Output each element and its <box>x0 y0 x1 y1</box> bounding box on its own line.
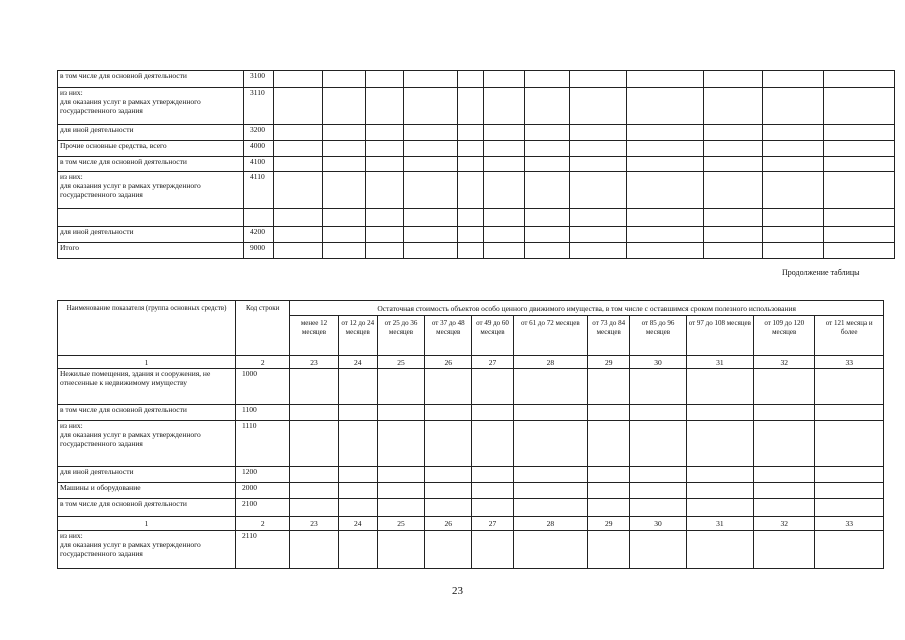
value-cell <box>290 405 338 421</box>
value-cell <box>377 499 424 517</box>
column-number: 30 <box>630 356 686 369</box>
column-number: 1 <box>58 356 236 369</box>
table-row <box>58 209 895 227</box>
value-cell <box>815 483 884 499</box>
value-cell <box>484 227 525 243</box>
value-cell <box>630 421 686 467</box>
value-cell <box>686 483 753 499</box>
value-cell <box>686 369 753 405</box>
value-cell <box>338 421 377 467</box>
value-cell <box>366 157 404 172</box>
value-cell <box>404 125 458 141</box>
value-cell <box>763 125 824 141</box>
value-cell <box>458 71 484 88</box>
value-cell <box>763 157 824 172</box>
value-cell <box>815 499 884 517</box>
table-row <box>58 499 884 517</box>
value-cell <box>627 125 704 141</box>
value-cell <box>323 227 366 243</box>
column-number: 24 <box>338 517 377 531</box>
value-cell <box>366 125 404 141</box>
value-cell <box>323 125 366 141</box>
value-cell <box>588 467 630 483</box>
value-cell <box>366 209 404 227</box>
value-cell <box>290 531 338 569</box>
value-cell <box>472 467 513 483</box>
value-cell <box>704 172 763 209</box>
column-number: 25 <box>377 517 424 531</box>
value-cell <box>754 467 815 483</box>
row-code: 4110 <box>244 172 274 209</box>
row-label: для иной деятельности <box>58 467 236 483</box>
value-cell <box>570 88 627 125</box>
column-header: от 25 до 36 месяцев <box>377 316 424 356</box>
value-cell <box>815 531 884 569</box>
value-cell <box>274 141 323 157</box>
value-cell <box>525 209 570 227</box>
value-cell <box>274 172 323 209</box>
value-cell <box>513 369 587 405</box>
column-number: 27 <box>472 517 513 531</box>
value-cell <box>754 421 815 467</box>
value-cell <box>338 531 377 569</box>
row-code: 4000 <box>244 141 274 157</box>
row-label: для иной деятельности <box>58 125 244 141</box>
value-cell <box>525 172 570 209</box>
value-cell <box>274 88 323 125</box>
row-label: в том числе для основной деятельности <box>58 71 244 88</box>
value-cell <box>704 141 763 157</box>
value-cell <box>627 243 704 259</box>
value-cell <box>686 421 753 467</box>
value-cell <box>425 421 472 467</box>
value-cell <box>484 243 525 259</box>
value-cell <box>824 88 895 125</box>
value-cell <box>338 499 377 517</box>
value-cell <box>627 71 704 88</box>
value-cell <box>458 227 484 243</box>
value-cell <box>704 227 763 243</box>
continuation-label: Продолжение таблицы <box>782 268 860 277</box>
table-row <box>58 227 895 243</box>
table-row <box>58 467 884 483</box>
row-label: из них: для оказания услуг в рамках утвержденного государственного задания <box>58 88 244 125</box>
value-cell <box>323 88 366 125</box>
value-cell <box>686 531 753 569</box>
value-cell <box>824 125 895 141</box>
value-cell <box>754 483 815 499</box>
value-cell <box>377 467 424 483</box>
value-cell <box>323 71 366 88</box>
column-number: 2 <box>236 517 290 531</box>
value-cell <box>627 141 704 157</box>
row-code: 9000 <box>244 243 274 259</box>
value-cell <box>338 405 377 421</box>
table-row <box>58 421 884 467</box>
header-indicator-name: Наименование показателя (группа основных средств) <box>58 301 236 356</box>
column-number: 28 <box>513 517 587 531</box>
value-cell <box>425 405 472 421</box>
row-label: для иной деятельности <box>58 227 244 243</box>
column-header: менее 12 месяцев <box>290 316 338 356</box>
value-cell <box>366 88 404 125</box>
value-cell <box>513 499 587 517</box>
value-cell <box>824 141 895 157</box>
column-number: 23 <box>290 517 338 531</box>
value-cell <box>824 157 895 172</box>
value-cell <box>570 71 627 88</box>
value-cell <box>513 483 587 499</box>
value-cell <box>570 243 627 259</box>
value-cell <box>588 483 630 499</box>
row-code: 1200 <box>236 467 290 483</box>
table-row <box>58 483 884 499</box>
value-cell <box>815 421 884 467</box>
value-cell <box>754 405 815 421</box>
row-label: в том числе для основной деятельности <box>58 405 236 421</box>
value-cell <box>458 172 484 209</box>
column-number: 33 <box>815 517 884 531</box>
value-cell <box>570 125 627 141</box>
value-cell <box>484 172 525 209</box>
column-number: 23 <box>290 356 338 369</box>
value-cell <box>366 227 404 243</box>
value-cell <box>323 243 366 259</box>
row-label <box>58 209 244 227</box>
value-cell <box>525 227 570 243</box>
table-top <box>57 70 895 259</box>
value-cell <box>274 157 323 172</box>
row-code: 1100 <box>236 405 290 421</box>
row-code: 3100 <box>244 71 274 88</box>
value-cell <box>377 531 424 569</box>
column-number: 32 <box>754 517 815 531</box>
row-code: 4200 <box>244 227 274 243</box>
value-cell <box>686 499 753 517</box>
row-label: из них: для оказания услуг в рамках утвержденного государственного задания <box>58 531 236 569</box>
value-cell <box>570 141 627 157</box>
column-number: 32 <box>754 356 815 369</box>
row-label: в том числе для основной деятельности <box>58 157 244 172</box>
column-number: 25 <box>377 356 424 369</box>
value-cell <box>274 243 323 259</box>
value-cell <box>763 71 824 88</box>
value-cell <box>458 243 484 259</box>
value-cell <box>824 172 895 209</box>
value-cell <box>627 172 704 209</box>
value-cell <box>704 125 763 141</box>
value-cell <box>588 369 630 405</box>
value-cell <box>824 243 895 259</box>
value-cell <box>824 71 895 88</box>
row-label: из них: для оказания услуг в рамках утвержденного государственного задания <box>58 421 236 467</box>
value-cell <box>525 243 570 259</box>
value-cell <box>323 157 366 172</box>
value-cell <box>525 141 570 157</box>
row-label: в том числе для основной деятельности <box>58 499 236 517</box>
value-cell <box>525 71 570 88</box>
column-header: от 85 до 96 месяцев <box>630 316 686 356</box>
value-cell <box>472 531 513 569</box>
column-header: от 121 месяца и более <box>815 316 884 356</box>
value-cell <box>425 531 472 569</box>
value-cell <box>366 243 404 259</box>
value-cell <box>290 421 338 467</box>
value-cell <box>815 467 884 483</box>
row-code: 4100 <box>244 157 274 172</box>
value-cell <box>484 209 525 227</box>
row-label: Итого <box>58 243 244 259</box>
column-header: от 73 до 84 месяцев <box>588 316 630 356</box>
value-cell <box>763 243 824 259</box>
value-cell <box>472 499 513 517</box>
value-cell <box>630 467 686 483</box>
value-cell <box>763 88 824 125</box>
value-cell <box>425 483 472 499</box>
value-cell <box>404 157 458 172</box>
column-header: от 12 до 24 месяцев <box>338 316 377 356</box>
value-cell <box>627 157 704 172</box>
value-cell <box>404 209 458 227</box>
value-cell <box>513 421 587 467</box>
row-code <box>244 209 274 227</box>
value-cell <box>630 405 686 421</box>
value-cell <box>525 88 570 125</box>
value-cell <box>754 531 815 569</box>
value-cell <box>704 88 763 125</box>
value-cell <box>627 227 704 243</box>
column-number: 26 <box>425 356 472 369</box>
value-cell <box>588 499 630 517</box>
column-header: от 61 до 72 месяцев <box>513 316 587 356</box>
row-code: 1110 <box>236 421 290 467</box>
column-number: 33 <box>815 356 884 369</box>
value-cell <box>472 405 513 421</box>
value-cell <box>290 483 338 499</box>
value-cell <box>404 227 458 243</box>
value-cell <box>425 369 472 405</box>
value-cell <box>274 125 323 141</box>
value-cell <box>824 227 895 243</box>
value-cell <box>570 172 627 209</box>
column-number: 27 <box>472 356 513 369</box>
value-cell <box>472 421 513 467</box>
value-cell <box>630 483 686 499</box>
value-cell <box>458 125 484 141</box>
row-label: Нежилые помещения, здания и сооружения, не отнесенные к недвижимому имуществу <box>58 369 236 405</box>
value-cell <box>404 88 458 125</box>
value-cell <box>815 369 884 405</box>
row-code: 1000 <box>236 369 290 405</box>
column-header: от 37 до 48 месяцев <box>425 316 472 356</box>
value-cell <box>404 71 458 88</box>
value-cell <box>754 499 815 517</box>
table-row <box>58 71 895 88</box>
row-code: 2000 <box>236 483 290 499</box>
table-main <box>57 300 884 569</box>
value-cell <box>484 88 525 125</box>
column-number: 1 <box>58 517 236 531</box>
table-row <box>58 172 895 209</box>
value-cell <box>338 483 377 499</box>
table-row <box>58 157 895 172</box>
value-cell <box>366 172 404 209</box>
value-cell <box>274 71 323 88</box>
value-cell <box>704 243 763 259</box>
value-cell <box>815 405 884 421</box>
value-cell <box>425 467 472 483</box>
column-header: от 97 до 108 месяцев <box>686 316 753 356</box>
value-cell <box>588 405 630 421</box>
value-cell <box>425 499 472 517</box>
value-cell <box>686 467 753 483</box>
column-number: 26 <box>425 517 472 531</box>
column-number: 30 <box>630 517 686 531</box>
row-code: 2100 <box>236 499 290 517</box>
value-cell <box>570 209 627 227</box>
value-cell <box>472 369 513 405</box>
value-cell <box>290 369 338 405</box>
value-cell <box>630 499 686 517</box>
row-label: Прочие основные средства, всего <box>58 141 244 157</box>
value-cell <box>274 227 323 243</box>
value-cell <box>458 209 484 227</box>
row-code: 3110 <box>244 88 274 125</box>
value-cell <box>525 157 570 172</box>
value-cell <box>377 405 424 421</box>
value-cell <box>458 141 484 157</box>
value-cell <box>323 209 366 227</box>
column-number: 28 <box>513 356 587 369</box>
value-cell <box>525 125 570 141</box>
value-cell <box>824 209 895 227</box>
value-cell <box>630 369 686 405</box>
value-cell <box>323 172 366 209</box>
value-cell <box>484 157 525 172</box>
table-row <box>58 405 884 421</box>
value-cell <box>458 157 484 172</box>
value-cell <box>704 157 763 172</box>
value-cell <box>404 172 458 209</box>
column-number: 24 <box>338 356 377 369</box>
value-cell <box>570 157 627 172</box>
value-cell <box>366 141 404 157</box>
column-number: 29 <box>588 517 630 531</box>
value-cell <box>627 88 704 125</box>
value-cell <box>704 71 763 88</box>
value-cell <box>754 369 815 405</box>
value-cell <box>763 172 824 209</box>
value-cell <box>484 141 525 157</box>
value-cell <box>484 125 525 141</box>
header-row-code: Код строки <box>236 301 290 356</box>
value-cell <box>484 71 525 88</box>
value-cell <box>404 243 458 259</box>
value-cell <box>472 483 513 499</box>
value-cell <box>588 531 630 569</box>
row-code: 2110 <box>236 531 290 569</box>
header-residual-value: Остаточная стоимость объектов особо ценного движимого имущества, в том числе с оставшимся сроком полезного использования <box>290 301 884 316</box>
value-cell <box>763 209 824 227</box>
value-cell <box>704 209 763 227</box>
value-cell <box>458 88 484 125</box>
value-cell <box>338 369 377 405</box>
page-number: 23 <box>452 585 463 597</box>
value-cell <box>377 421 424 467</box>
value-cell <box>274 209 323 227</box>
row-label: Машины и оборудование <box>58 483 236 499</box>
column-header: от 49 до 60 месяцев <box>472 316 513 356</box>
value-cell <box>290 499 338 517</box>
table-row <box>58 243 895 259</box>
column-number: 31 <box>686 517 753 531</box>
value-cell <box>290 467 338 483</box>
value-cell <box>377 369 424 405</box>
value-cell <box>630 531 686 569</box>
value-cell <box>404 141 458 157</box>
value-cell <box>570 227 627 243</box>
value-cell <box>588 421 630 467</box>
table-row <box>58 141 895 157</box>
value-cell <box>763 227 824 243</box>
table-row <box>58 369 884 405</box>
value-cell <box>763 141 824 157</box>
column-number: 31 <box>686 356 753 369</box>
value-cell <box>513 531 587 569</box>
value-cell <box>377 483 424 499</box>
value-cell <box>366 71 404 88</box>
row-label: из них: для оказания услуг в рамках утвержденного государственного задания <box>58 172 244 209</box>
table-row <box>58 125 895 141</box>
column-number: 29 <box>588 356 630 369</box>
value-cell <box>686 405 753 421</box>
column-number: 2 <box>236 356 290 369</box>
table-row <box>58 531 884 569</box>
value-cell <box>513 405 587 421</box>
value-cell <box>513 467 587 483</box>
row-code: 3200 <box>244 125 274 141</box>
value-cell <box>338 467 377 483</box>
value-cell <box>627 209 704 227</box>
value-cell <box>323 141 366 157</box>
table-row <box>58 88 895 125</box>
column-header: от 109 до 120 месяцев <box>754 316 815 356</box>
